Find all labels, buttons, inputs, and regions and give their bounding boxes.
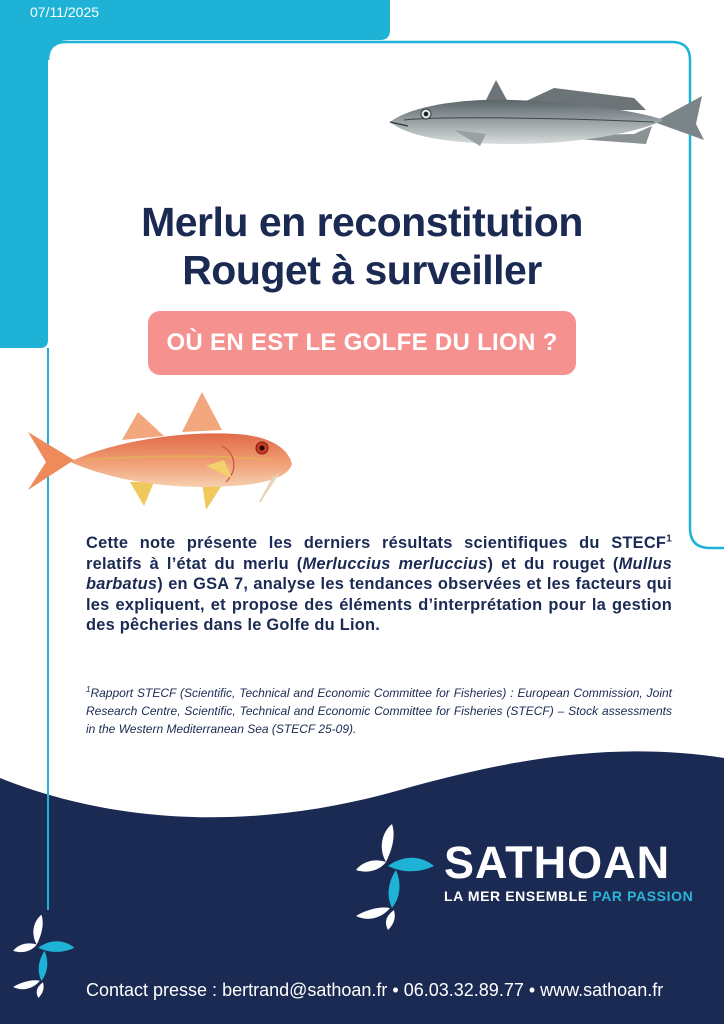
footnote xyxy=(86,684,672,738)
intro-paragraph xyxy=(86,533,672,636)
intro-text-4: ) en GSA 7, analyse les tendances observées et les facteurs qui les expliquent, et propose des éléments d’interprétation pour la gestion des pêcheries dans le Golfe du Lion. xyxy=(86,575,672,634)
page-title xyxy=(60,198,664,294)
title-line-1: Merlu en reconstitution xyxy=(141,199,583,245)
footnote-text: Rapport STECF (Scientific, Technical and Economic Committee for Fisheries) : European Commission, Joint Research Centre, Scientific, Technical and Economic Committee for Fisheries (STECF) – Stock assessments in the Western Mediterranean Sea (STECF 25-09). xyxy=(86,686,672,736)
press-contact: Contact presse : bertrand@sathoan.fr • 06.03.32.89.77 • www.sathoan.fr xyxy=(86,980,664,1000)
tagline-main: LA MER ENSEMBLE xyxy=(444,888,593,904)
intro-text-1: Cette note présente les derniers résultats scientifiques du STECF xyxy=(86,534,667,552)
intro-text-2: relatifs à l’état du merlu ( xyxy=(86,554,303,573)
brand-tagline xyxy=(444,888,693,904)
intro-text-3: ) et du rouget ( xyxy=(487,554,619,573)
title-line-2: Rouget à surveiller xyxy=(182,247,542,293)
intro-species-hake: Merluccius merluccius xyxy=(302,554,488,573)
date-label: 07/11/2025 xyxy=(30,4,100,20)
footnote-marker: 1 xyxy=(86,685,91,694)
intro-species-mullet: Mullus barbatus xyxy=(86,554,673,593)
subtitle-badge: OÙ EN EST LE GOLFE DU LION ? xyxy=(148,311,576,375)
intro-footnote-marker: 1 xyxy=(666,533,672,545)
small-logo-icon xyxy=(10,904,76,1004)
cyan-band xyxy=(0,0,390,348)
tagline-accent: PAR PASSION xyxy=(592,888,694,904)
hake-fish-illustration xyxy=(384,74,706,164)
brand-name: SATHOAN xyxy=(444,837,671,888)
red-mullet-fish-illustration xyxy=(26,390,298,520)
sathoan-logo-icon xyxy=(352,818,436,930)
